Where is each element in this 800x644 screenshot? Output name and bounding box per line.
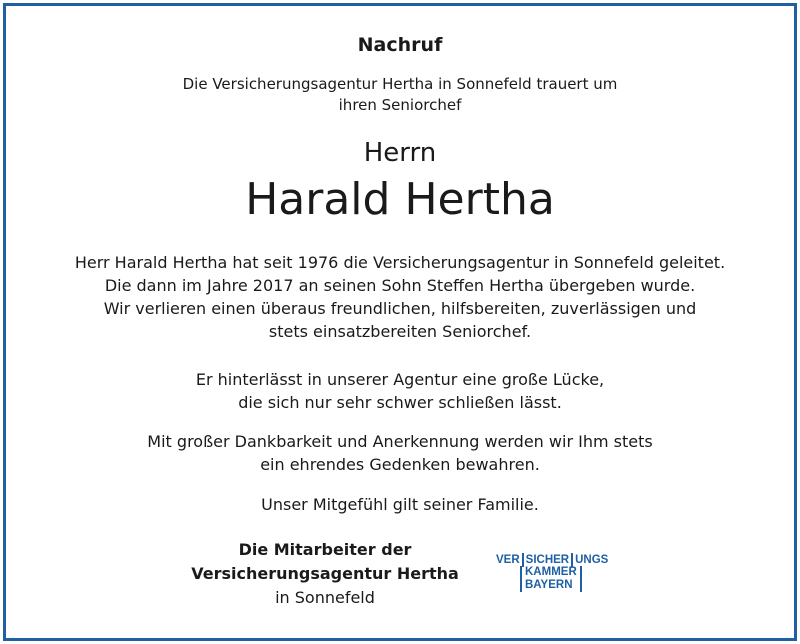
logo-text: UNGS	[575, 553, 609, 566]
paragraph-4	[0, 493, 800, 516]
logo-text: BAYERN	[525, 579, 573, 591]
paragraph-line: die sich nur sehr schwer schließen lässt.	[238, 393, 562, 412]
paragraph-line: Wir verlieren einen überaus freundlichen, hilfsbereiten, zuverlässigen und	[103, 299, 697, 318]
salutation: Herrn	[363, 138, 437, 168]
paragraph-3	[0, 430, 800, 476]
logo-text: VER	[496, 553, 520, 566]
paragraph-line: Er hinterlässt in unserer Agentur eine große Lücke,	[195, 370, 605, 389]
paragraph-line: ein ehrendes Gedenken bewahren.	[260, 455, 540, 474]
deceased-name: Harald Hertha	[245, 174, 555, 225]
notice-heading: Nachruf	[357, 34, 443, 56]
paragraph-line: Unser Mitgefühl gilt seiner Familie.	[261, 495, 539, 514]
paragraph-line: Mit großer Dankbarkeit und Anerkennung werden wir Ihm stets	[147, 432, 653, 451]
logo-text: SICHER	[525, 553, 570, 566]
paragraph-line: Die dann im Jahre 2017 an seinen Sohn Steffen Hertha übergeben wurde.	[104, 276, 696, 295]
sender-location: in Sonnefeld	[275, 588, 375, 607]
versicherungskammer-logo	[494, 553, 610, 591]
intro-line: Die Versicherungsagentur Hertha in Sonnefeld trauert um	[182, 75, 618, 93]
paragraph-2	[0, 368, 800, 414]
paragraph-line: Herr Harald Hertha hat seit 1976 die Versicherungsagentur in Sonnefeld geleitet.	[74, 253, 726, 272]
paragraph-1	[0, 251, 800, 343]
sender-line: Die Mitarbeiter der	[238, 540, 412, 559]
paragraph-line: stets einsatzbereiten Seniorchef.	[268, 322, 532, 341]
logo-stack	[520, 566, 582, 592]
logo-text: KAMMER	[525, 566, 577, 578]
sender-block	[175, 538, 475, 610]
intro-text	[0, 74, 800, 116]
intro-line: ihren Seniorchef	[338, 96, 462, 114]
sender-line: Versicherungsagentur Hertha	[191, 564, 459, 583]
logo-row	[494, 553, 610, 567]
